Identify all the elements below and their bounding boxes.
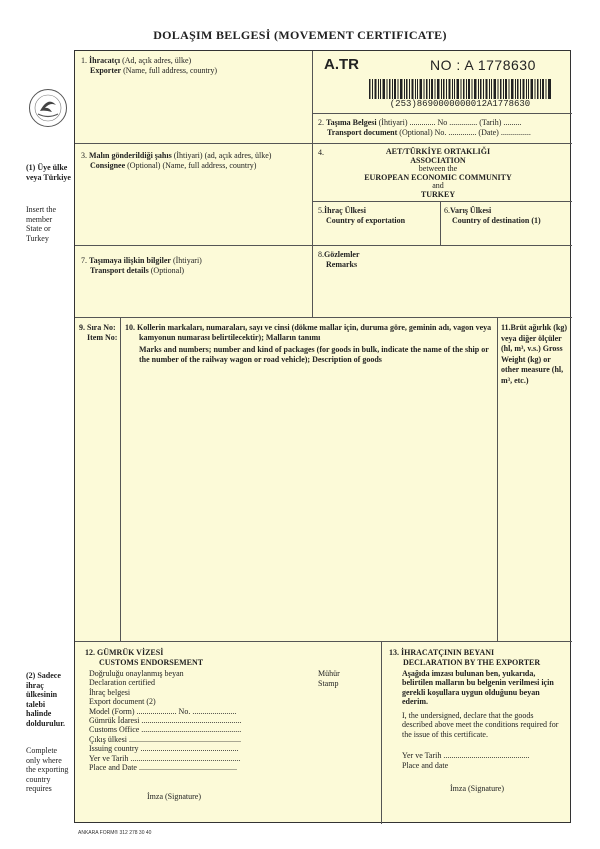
box-8-remarks: [318, 250, 568, 269]
box-8-label-tr: Gözlemler: [324, 250, 360, 259]
box-10-number: 10.: [125, 323, 135, 332]
box-2-label-en: Transport document: [327, 127, 398, 137]
box-13-place-date: [402, 751, 566, 770]
box-5-number: 5.: [318, 206, 324, 215]
box-12-customs-endorsement: [85, 648, 375, 667]
box-1-label-tr-rest: (Ad, açık adres, ülke): [122, 56, 192, 65]
box-4-line: ASSOCIATION: [410, 155, 466, 165]
box-13-title-en: DECLARATION BY THE EXPORTER: [403, 657, 541, 667]
side-note-1-title: (1) Üye ülke veya Türkiye: [26, 163, 71, 182]
box-12-stamp: [318, 669, 368, 688]
box-1-number: 1.: [81, 56, 87, 65]
barcode-icon: [369, 79, 551, 99]
box-2-label-tr-rest: (İhtiyari) ............. No .............. (Tarih) .........: [378, 118, 522, 127]
box-6-number: 6.: [444, 206, 450, 215]
box-6-label-tr: Varış Ülkesi: [450, 206, 492, 215]
box-9-label-tr: 9. Sıra No:: [79, 323, 116, 332]
box-1-exporter: [81, 56, 306, 75]
box-12-stamp-en: Stamp: [318, 678, 339, 688]
box-7-label-tr: Taşımaya ilişkin bilgiler: [89, 256, 171, 265]
box-12-line: Gümrük İdaresi ..................................................: [89, 716, 242, 726]
box-12-line: Model (Form) .................... No. ......................: [89, 706, 237, 716]
box-1-label-en: Exporter: [90, 65, 122, 75]
box-13-exporter-declaration: [389, 648, 567, 667]
box-2-number: 2.: [318, 118, 324, 127]
box-4-line: EUROPEAN ECONOMIC COMMUNITY: [364, 172, 512, 182]
box-8-number: 8.: [318, 250, 324, 259]
box-2-label-tr: Taşıma Belgesi: [326, 118, 377, 127]
box-12-line: Declaration certified: [89, 678, 155, 688]
box-11-gross-weight: 11.Brüt ağırlık (kg) veya diğer ölçüler (hl, m³, v.s.) Gross Weight (kg) or other measure (hl, m³, etc.): [501, 323, 568, 385]
box-7-label-tr-rest: (İhtiyari): [172, 256, 202, 265]
certificate-number: NO : A 1778630: [430, 57, 536, 73]
box-12-line: Issuing country .................................................: [89, 744, 239, 754]
box-12-title-en: CUSTOMS ENDORSEMENT: [99, 657, 204, 667]
box-8-label-en: Remarks: [326, 259, 358, 269]
box-5-label-en: Country of exportation: [326, 215, 406, 225]
box-4-number: 4.: [318, 148, 324, 157]
box-4-line: and: [432, 181, 444, 190]
box-4-association: [333, 148, 543, 199]
box-1-label-tr: İhracatçı: [89, 56, 121, 65]
box-3-label-tr: Malın gönderildiği şahıs: [89, 151, 172, 160]
form-footer: ANKARA FORM® 312 278 30 40: [78, 830, 152, 836]
box-3-number: 3.: [81, 151, 87, 160]
box-7-number: 7.: [81, 256, 87, 265]
box-12-stamp-tr: Mühür: [318, 669, 340, 678]
box-7-label-en-rest: (Optional): [150, 265, 185, 275]
box-10-label-tr: Kollerin markaları, numaraları, sayı ve cinsi (dökme mallar için, duruma göre, geminin adı, vagon veya kamyonun numarası belirtilecektir); Malların tanımı: [137, 323, 492, 342]
document-title: DOLAŞIM BELGESİ (MOVEMENT CERTIFICATE): [153, 28, 447, 42]
box-12-signature: İmza (Signature): [147, 792, 201, 801]
box-4-line: TURKEY: [420, 189, 456, 199]
box-6-label-en: Country of destination (1): [452, 215, 541, 225]
box-5-country-exportation: [318, 206, 436, 225]
chamber-seal-icon: [28, 88, 68, 128]
box-13-place-en: Place and date: [402, 760, 449, 770]
box-12-title-tr: 12. GÜMRÜK VİZESİ: [85, 648, 164, 657]
box-4-line: between the: [418, 164, 458, 173]
box-3-consignee: [81, 151, 309, 170]
box-1-label-en-rest: (Name, full address, country): [123, 65, 218, 75]
box-13-signature: İmza (Signature): [450, 784, 504, 793]
box-12-line: Customs Office ..................................................: [89, 725, 242, 735]
box-3-label-en: Consignee: [90, 160, 126, 170]
box-12-line: Doğruluğu onaylanmış beyan: [89, 669, 184, 678]
box-2-label-en-rest: (Optional) No. .............. (Date) ...............: [399, 127, 531, 137]
box-4-line: AET/TÜRKİYE ORTAKLIĞI: [385, 147, 491, 156]
box-9-item-number: [79, 323, 119, 342]
box-13-body-en: I, the undersigned, declare that the goods described above meet the conditions required for the issue of this certificate.: [402, 711, 559, 739]
barcode-number: (253)8690000000012A1778630: [389, 99, 531, 109]
box-5-label-tr: İhraç Ülkesi: [324, 206, 366, 215]
box-12-line: Yer ve Tarih .......................................................: [89, 753, 241, 763]
box-12-line: Export document (2): [89, 697, 156, 707]
box-6-country-destination: [444, 206, 570, 225]
box-13-title-tr: 13. İHRACATÇININ BEYANI: [389, 648, 495, 657]
box-12-fields: [89, 669, 259, 772]
atr-label: A.TR: [324, 56, 359, 73]
box-10-description: [125, 323, 493, 364]
box-3-label-tr-rest: (İhtiyari) (ad, açık adres, ülke): [173, 151, 272, 160]
box-13-place-tr: Yer ve Tarih ...........................................: [402, 751, 530, 760]
box-7-transport-details: [81, 256, 309, 275]
box-12-line: Place and Date .................................................: [89, 763, 237, 773]
box-3-label-en-rest: (Optional) (Name, full address, country): [127, 160, 257, 170]
box-12-line: Çıkış ülkesi ........................................................: [89, 734, 242, 744]
side-note-2-title: (2) Sadece ihraç ülkesinin talebi halinde doldurulur.: [26, 671, 66, 728]
side-note-1-text: Insert the member State or Turkey: [26, 205, 56, 243]
box-12-line: İhraç belgesi: [89, 687, 131, 697]
box-13-body-tr: Aşağıda imzası bulunan ben, yukarıda, belirtilen malların bu belgenin verilmesi için gerekli koşullara uygun olduğunu beyan ederim.: [402, 669, 554, 706]
box-9-label-en: Item No:: [87, 332, 118, 342]
side-note-2-text: Complete only where the exporting country requires: [26, 746, 69, 793]
box-7-label-en: Transport details: [90, 265, 149, 275]
certificate-form: [74, 50, 571, 823]
box-2-transport-document: [318, 118, 568, 137]
box-10-label-en: Marks and numbers; number and kind of packages (for goods in bulk, indicate the name of the ship or the number of the railway wagon or road vehicle); Description of goods: [139, 345, 489, 364]
